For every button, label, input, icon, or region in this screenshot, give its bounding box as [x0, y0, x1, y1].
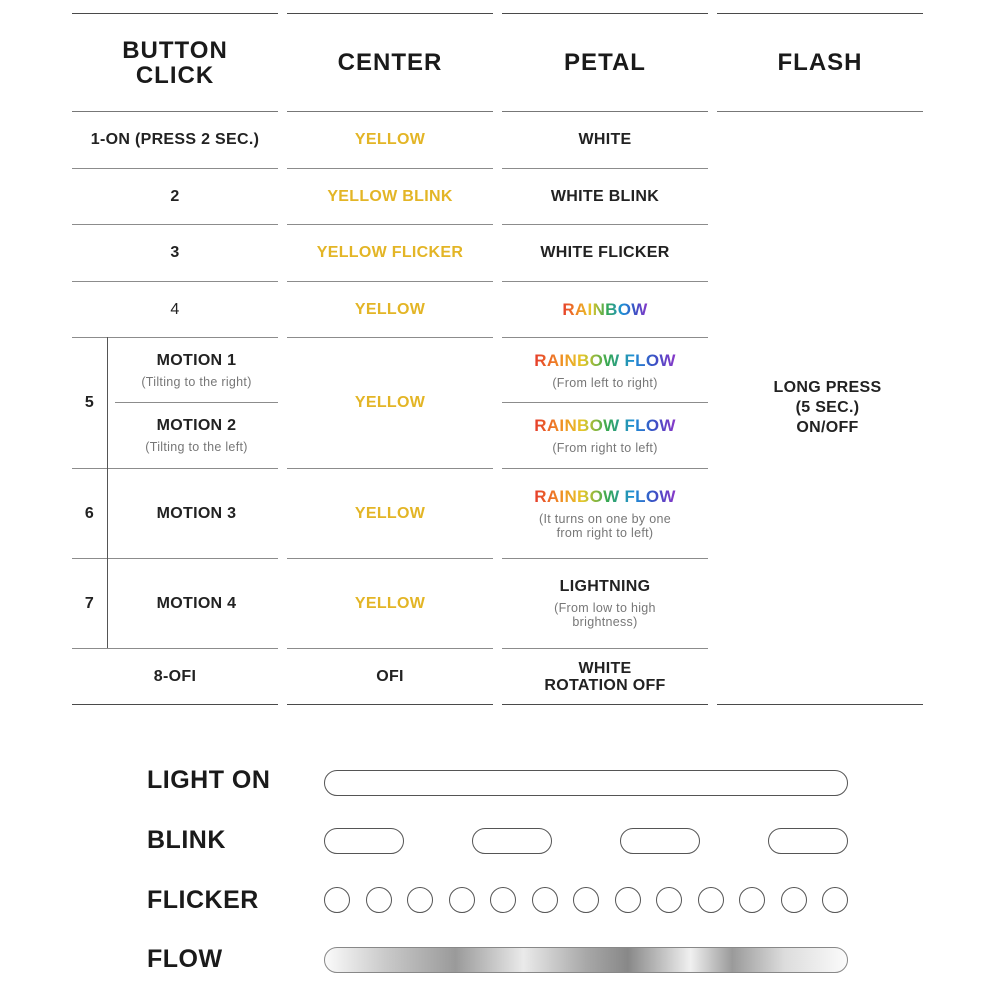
row3-center: YELLOW FLICKER: [316, 244, 464, 261]
row6-petal-note: (It turns on one by one from right to left): [539, 512, 671, 540]
flicker-dot: [739, 887, 765, 913]
light-on-bar: [324, 770, 848, 796]
row7-number: 7: [84, 594, 95, 612]
row6-petal: [502, 469, 708, 558]
row6-center: YELLOW: [354, 504, 426, 522]
flash-cell: LONG PRESS (5 SEC.) ON/OFF: [773, 379, 882, 436]
flicker-dot: [449, 887, 475, 913]
row4-petal: [502, 282, 708, 337]
legend-light-on-label: LIGHT ON: [147, 766, 271, 794]
flicker-dot: [615, 887, 641, 913]
row3-petal: WHITE FLICKER: [540, 244, 670, 261]
table-bottom-border-2: [287, 704, 493, 705]
row7-petal: [502, 559, 708, 648]
row5-petal1: [502, 338, 708, 402]
row6-motion: MOTION 3: [156, 504, 237, 522]
flicker-dot: [366, 887, 392, 913]
blink-segment: [324, 828, 404, 854]
row7-petal-title: LIGHTNING: [559, 578, 651, 595]
header-petal: PETAL: [564, 49, 646, 76]
row3-click: 3: [170, 244, 180, 261]
flicker-dot: [573, 887, 599, 913]
flicker-dot: [490, 887, 516, 913]
petal1-note: (From left to right): [552, 375, 658, 390]
row6-petal-title: RAINBOW FLOW: [534, 487, 676, 506]
petal2-note: (From right to left): [552, 441, 658, 455]
motion1-note: (Tilting to the right): [141, 374, 252, 389]
header-button-click: BUTTON CLICK: [122, 36, 228, 89]
row8-click: 8-OFI: [153, 667, 197, 685]
row1-petal: WHITE: [578, 131, 632, 148]
row8-petal: WHITE ROTATION OFF: [544, 659, 666, 694]
row2-center: YELLOW BLINK: [327, 187, 453, 205]
row7-center: YELLOW: [354, 594, 426, 612]
motion2-note: (Tilting to the left): [145, 440, 248, 454]
row5-number: 5: [84, 394, 95, 411]
table-bottom-border-1: [72, 704, 278, 705]
table-bottom-border-4: [717, 704, 923, 705]
flicker-dot: [781, 887, 807, 913]
flicker-dot: [698, 887, 724, 913]
row5-center: YELLOW: [354, 394, 426, 411]
flicker-dot: [324, 887, 350, 913]
flicker-dot: [532, 887, 558, 913]
motion1-title: MOTION 1: [156, 351, 237, 369]
legend-blink-label: BLINK: [147, 826, 226, 854]
flicker-dot: [407, 887, 433, 913]
row7-motion: MOTION 4: [156, 594, 237, 612]
blink-segment: [620, 828, 700, 854]
row6-number: 6: [84, 504, 95, 522]
header-center: CENTER: [337, 49, 443, 76]
row2-petal: WHITE BLINK: [550, 187, 660, 205]
row5-motion1: [115, 338, 278, 402]
petal2-title: RAINBOW FLOW: [534, 416, 676, 435]
legend-flow-label: FLOW: [147, 945, 223, 973]
motion2-title: MOTION 2: [156, 417, 237, 434]
number-column-divider: [107, 337, 108, 648]
table-bottom-border-3: [502, 704, 708, 705]
header-flash: FLASH: [777, 49, 863, 76]
blink-segment: [768, 828, 848, 854]
row2-click: 2: [170, 187, 180, 205]
row5-motion2: [115, 403, 278, 468]
blink-segment: [472, 828, 552, 854]
row8-center: OFI: [376, 667, 404, 685]
petal1-title: RAINBOW FLOW: [534, 350, 676, 370]
flicker-dot: [822, 887, 848, 913]
row4-center: YELLOW: [354, 300, 426, 318]
flicker-dot: [656, 887, 682, 913]
row1-click: 1-ON (PRESS 2 SEC.): [90, 131, 260, 148]
legend-flicker-label: FLICKER: [147, 886, 259, 914]
row7-petal-note: (From low to high brightness): [554, 601, 656, 629]
row1-center: YELLOW: [354, 131, 426, 148]
row4-click: 4: [170, 300, 180, 318]
row5-petal2: [502, 403, 708, 468]
rainbow-text: RAINBOW: [562, 299, 648, 319]
flow-gradient-bar: [324, 947, 848, 973]
